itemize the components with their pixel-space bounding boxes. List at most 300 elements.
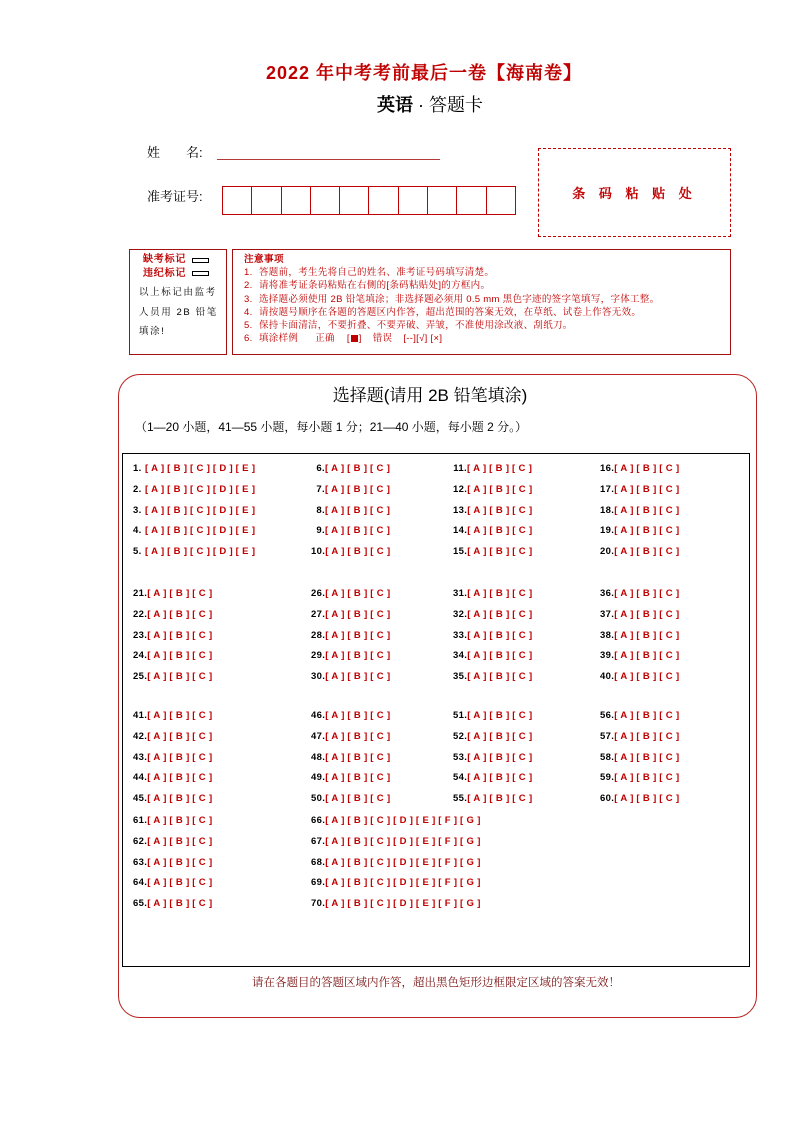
answer-option-b[interactable]: [ B ] bbox=[489, 751, 510, 763]
answer-option-c[interactable]: [ C ] bbox=[512, 710, 533, 721]
answer-option-a[interactable]: [ A ] bbox=[614, 730, 634, 742]
answer-option-b[interactable]: [ B ] bbox=[169, 730, 190, 742]
answer-option-b[interactable]: [ B ] bbox=[489, 504, 510, 516]
answer-option-b[interactable]: [ B ] bbox=[169, 629, 190, 641]
answer-option-a[interactable]: [ A ] bbox=[325, 898, 345, 909]
answer-option-a[interactable]: [ A ] bbox=[325, 877, 345, 889]
question-number: 42. bbox=[133, 730, 148, 742]
answer-option-a[interactable]: [ A ] bbox=[467, 483, 487, 495]
answer-option-b[interactable]: [ B ] bbox=[636, 650, 657, 662]
answer-option-d[interactable]: [ D ] bbox=[393, 835, 414, 847]
option-letter: A bbox=[153, 898, 161, 909]
answer-option-c[interactable]: [ C ] bbox=[370, 629, 391, 641]
option-letter: A bbox=[473, 483, 481, 495]
option-letter: B bbox=[642, 504, 651, 516]
answer-option-c[interactable]: [ C ] bbox=[659, 588, 680, 599]
answer-option-b[interactable]: [ B ] bbox=[489, 629, 510, 641]
answer-option-a[interactable]: [ A ] bbox=[325, 751, 345, 763]
id-digit-box[interactable] bbox=[457, 187, 486, 214]
answer-option-b[interactable]: [ B ] bbox=[167, 504, 188, 516]
notice-item bbox=[244, 279, 659, 292]
option-letter: B bbox=[642, 772, 651, 784]
answer-option-c[interactable]: [ C ] bbox=[659, 504, 680, 516]
answer-option-b[interactable]: [ B ] bbox=[347, 856, 368, 868]
answer-option-b[interactable]: [ B ] bbox=[347, 525, 368, 537]
question-item bbox=[600, 484, 682, 496]
answer-option-a[interactable]: [ A ] bbox=[614, 504, 634, 516]
option-letter: B bbox=[495, 483, 504, 495]
answer-option-b[interactable]: [ B ] bbox=[489, 483, 510, 495]
answer-option-c[interactable]: [ C ] bbox=[192, 856, 213, 868]
option-letter: C bbox=[196, 463, 204, 474]
answer-option-a[interactable]: [ A ] bbox=[147, 710, 167, 721]
violation-mark-box[interactable] bbox=[192, 271, 209, 276]
option-letter: A bbox=[331, 751, 339, 763]
answer-option-b[interactable]: [ B ] bbox=[169, 671, 190, 682]
answer-option-b[interactable]: [ B ] bbox=[167, 546, 188, 557]
answer-option-a[interactable]: [ A ] bbox=[325, 608, 345, 620]
answer-option-a[interactable]: [ A ] bbox=[145, 463, 165, 474]
answer-option-a[interactable]: [ A ] bbox=[467, 772, 487, 784]
answer-option-c[interactable]: [ C ] bbox=[512, 730, 533, 742]
answer-option-g[interactable]: [ G ] bbox=[460, 877, 481, 889]
question-number: 11. bbox=[453, 463, 467, 474]
answer-option-b[interactable]: [ B ] bbox=[167, 525, 188, 537]
answer-option-b[interactable]: [ B ] bbox=[347, 835, 368, 847]
option-letter: B bbox=[353, 730, 362, 742]
answer-option-c[interactable]: [ C ] bbox=[192, 793, 213, 804]
answer-option-d[interactable]: [ D ] bbox=[212, 525, 234, 537]
answer-option-c[interactable]: [ C ] bbox=[192, 730, 213, 742]
answer-option-a[interactable]: [ A ] bbox=[325, 588, 345, 599]
answer-option-a[interactable]: [ A ] bbox=[325, 629, 345, 641]
answer-option-c[interactable]: [ C ] bbox=[512, 588, 533, 599]
answer-option-b[interactable]: [ B ] bbox=[347, 772, 368, 784]
answer-option-c[interactable]: [ C ] bbox=[370, 608, 391, 620]
answer-option-b[interactable]: [ B ] bbox=[489, 608, 510, 620]
answer-option-b[interactable]: [ B ] bbox=[169, 793, 190, 804]
answer-option-c[interactable]: [ C ] bbox=[659, 751, 680, 763]
name-input-line[interactable] bbox=[217, 159, 440, 160]
answer-option-f[interactable]: [ F ] bbox=[438, 815, 458, 826]
option-letter: D bbox=[399, 835, 407, 847]
answer-option-a[interactable]: [ A ] bbox=[467, 671, 487, 682]
answer-option-b[interactable]: [ B ] bbox=[489, 546, 510, 557]
answer-option-b[interactable]: [ B ] bbox=[636, 504, 657, 516]
answer-option-a[interactable]: [ A ] bbox=[614, 463, 634, 474]
answer-option-b[interactable]: [ B ] bbox=[167, 463, 188, 474]
answer-option-c[interactable]: [ C ] bbox=[512, 793, 533, 804]
answer-option-a[interactable]: [ A ] bbox=[614, 751, 634, 763]
question-item bbox=[600, 630, 682, 642]
answer-option-b[interactable]: [ B ] bbox=[489, 525, 510, 537]
answer-option-a[interactable]: [ A ] bbox=[145, 525, 165, 537]
answer-option-c[interactable]: [ C ] bbox=[659, 483, 680, 495]
answer-option-c[interactable]: [ C ] bbox=[512, 546, 533, 557]
answer-option-b[interactable]: [ B ] bbox=[169, 898, 190, 909]
answer-option-c[interactable]: [ C ] bbox=[659, 463, 680, 474]
answer-option-c[interactable]: [ C ] bbox=[370, 588, 391, 599]
answer-option-c[interactable]: [ C ] bbox=[189, 483, 211, 495]
answer-option-a[interactable]: [ A ] bbox=[467, 525, 487, 537]
option-letter: A bbox=[153, 835, 161, 847]
option-letter: E bbox=[242, 504, 249, 516]
answer-option-b[interactable]: [ B ] bbox=[347, 898, 368, 909]
answer-option-b[interactable]: [ B ] bbox=[347, 710, 368, 721]
answer-option-e[interactable]: [ E ] bbox=[415, 835, 436, 847]
answer-option-c[interactable]: [ C ] bbox=[370, 815, 391, 826]
answer-option-d[interactable]: [ D ] bbox=[393, 898, 414, 909]
answer-option-c[interactable]: [ C ] bbox=[192, 835, 213, 847]
answer-option-c[interactable]: [ C ] bbox=[370, 793, 391, 804]
answer-option-c[interactable]: [ C ] bbox=[659, 650, 680, 662]
id-digit-box[interactable] bbox=[399, 187, 428, 214]
answer-option-a[interactable]: [ A ] bbox=[614, 483, 634, 495]
answer-option-c[interactable]: [ C ] bbox=[370, 898, 391, 909]
answer-option-b[interactable]: [ B ] bbox=[636, 483, 657, 495]
answer-option-c[interactable]: [ C ] bbox=[370, 710, 391, 721]
answer-option-c[interactable]: [ C ] bbox=[370, 835, 391, 847]
answer-option-b[interactable]: [ B ] bbox=[169, 835, 190, 847]
answer-option-a[interactable]: [ A ] bbox=[614, 650, 634, 662]
answer-option-c[interactable]: [ C ] bbox=[659, 608, 680, 620]
option-letter: A bbox=[151, 483, 159, 495]
answer-option-b[interactable]: [ B ] bbox=[347, 629, 368, 641]
answer-option-d[interactable]: [ D ] bbox=[212, 463, 234, 474]
question-item bbox=[133, 650, 215, 662]
answer-option-e[interactable]: [ E ] bbox=[415, 898, 436, 909]
answer-option-c[interactable]: [ C ] bbox=[659, 772, 680, 784]
question-item bbox=[600, 463, 682, 475]
answer-option-b[interactable]: [ B ] bbox=[347, 815, 368, 826]
question-item bbox=[133, 630, 215, 642]
answer-option-a[interactable]: [ A ] bbox=[467, 588, 487, 599]
question-number: 33. bbox=[453, 629, 468, 641]
answer-option-a[interactable]: [ A ] bbox=[325, 730, 345, 742]
answer-option-a[interactable]: [ A ] bbox=[467, 608, 487, 620]
answer-option-e[interactable]: [ E ] bbox=[415, 856, 436, 868]
answer-option-b[interactable]: [ B ] bbox=[169, 877, 190, 889]
answer-option-d[interactable]: [ D ] bbox=[393, 877, 414, 889]
answer-option-a[interactable]: [ A ] bbox=[145, 483, 165, 495]
answer-option-a[interactable]: [ A ] bbox=[147, 751, 167, 763]
answer-option-c[interactable]: [ C ] bbox=[369, 483, 391, 495]
answer-option-a[interactable]: [ A ] bbox=[147, 629, 167, 641]
answer-option-b[interactable]: [ B ] bbox=[636, 546, 657, 557]
answer-option-a[interactable]: [ A ] bbox=[614, 608, 634, 620]
id-digit-box[interactable] bbox=[252, 187, 281, 214]
answer-option-a[interactable]: [ A ] bbox=[145, 546, 165, 557]
answer-option-b[interactable]: [ B ] bbox=[347, 751, 368, 763]
notice-number: 6. bbox=[244, 333, 253, 345]
answer-option-b[interactable]: [ B ] bbox=[347, 608, 368, 620]
option-letter: A bbox=[153, 772, 161, 784]
answer-option-a[interactable]: [ A ] bbox=[325, 463, 345, 474]
answer-option-b[interactable]: [ B ] bbox=[636, 588, 657, 599]
answer-option-e[interactable]: [ E ] bbox=[235, 483, 256, 495]
answer-option-c[interactable]: [ C ] bbox=[370, 856, 391, 868]
answer-option-b[interactable]: [ B ] bbox=[636, 525, 657, 537]
question-number: 67. bbox=[311, 835, 326, 847]
answer-option-c[interactable]: [ C ] bbox=[512, 483, 533, 495]
answer-option-a[interactable]: [ A ] bbox=[614, 710, 634, 721]
answer-option-b[interactable]: [ B ] bbox=[347, 671, 368, 682]
answer-option-b[interactable]: [ B ] bbox=[489, 671, 510, 682]
answer-option-a[interactable]: [ A ] bbox=[147, 815, 167, 826]
answer-option-g[interactable]: [ G ] bbox=[460, 815, 481, 826]
answer-option-e[interactable]: [ E ] bbox=[235, 546, 256, 557]
option-letter: B bbox=[175, 793, 184, 804]
answer-option-c[interactable]: [ C ] bbox=[659, 671, 680, 682]
answer-option-c[interactable]: [ C ] bbox=[189, 463, 211, 474]
question-item bbox=[600, 772, 682, 784]
answer-option-a[interactable]: [ A ] bbox=[147, 650, 167, 662]
answer-option-a[interactable]: [ A ] bbox=[614, 793, 634, 804]
answer-option-c[interactable]: [ C ] bbox=[511, 463, 533, 474]
answer-option-a[interactable]: [ A ] bbox=[325, 650, 345, 662]
answer-option-e[interactable]: [ E ] bbox=[415, 877, 436, 889]
answer-option-b[interactable]: [ B ] bbox=[636, 710, 657, 721]
answer-option-a[interactable]: [ A ] bbox=[325, 815, 345, 826]
answer-option-c[interactable]: [ C ] bbox=[370, 751, 391, 763]
answer-option-c[interactable]: [ C ] bbox=[192, 877, 213, 889]
wrong-mark-cross: × bbox=[433, 333, 440, 345]
answer-option-a[interactable]: [ A ] bbox=[614, 525, 634, 537]
answer-option-c[interactable]: [ C ] bbox=[192, 650, 213, 662]
answer-option-c[interactable]: [ C ] bbox=[659, 629, 680, 641]
option-letter: B bbox=[353, 629, 362, 641]
answer-option-c[interactable]: [ C ] bbox=[512, 608, 533, 620]
answer-option-c[interactable]: [ C ] bbox=[192, 898, 213, 909]
question-item bbox=[311, 857, 483, 869]
answer-option-a[interactable]: [ A ] bbox=[614, 772, 634, 784]
answer-option-b[interactable]: [ B ] bbox=[169, 815, 190, 826]
answer-option-e[interactable]: [ E ] bbox=[235, 504, 256, 516]
answer-option-f[interactable]: [ F ] bbox=[438, 835, 458, 847]
answer-option-a[interactable]: [ A ] bbox=[147, 793, 167, 804]
answer-option-c[interactable]: [ C ] bbox=[512, 504, 533, 516]
answer-option-b[interactable]: [ B ] bbox=[636, 772, 657, 784]
answer-option-f[interactable]: [ F ] bbox=[438, 877, 458, 889]
id-digit-box[interactable] bbox=[223, 187, 252, 214]
answer-option-a[interactable]: [ A ] bbox=[467, 504, 487, 516]
answer-option-c[interactable]: [ C ] bbox=[370, 650, 391, 662]
answer-option-a[interactable]: [ A ] bbox=[614, 546, 634, 557]
id-digit-box[interactable] bbox=[311, 187, 340, 214]
answer-option-d[interactable]: [ D ] bbox=[212, 546, 234, 557]
answer-option-b[interactable]: [ B ] bbox=[636, 793, 657, 804]
answer-option-b[interactable]: [ B ] bbox=[636, 671, 657, 682]
answer-option-c[interactable]: [ C ] bbox=[192, 588, 213, 599]
question-item bbox=[453, 752, 535, 764]
answer-option-c[interactable]: [ C ] bbox=[512, 751, 533, 763]
answer-option-a[interactable]: [ A ] bbox=[325, 835, 345, 847]
answer-option-c[interactable]: [ C ] bbox=[189, 546, 211, 557]
answer-option-a[interactable]: [ A ] bbox=[467, 793, 487, 804]
answer-option-d[interactable]: [ D ] bbox=[212, 483, 234, 495]
answer-option-f[interactable]: [ F ] bbox=[438, 898, 458, 909]
answer-option-b[interactable]: [ B ] bbox=[169, 751, 190, 763]
answer-option-a[interactable]: [ A ] bbox=[325, 504, 345, 516]
answer-option-g[interactable]: [ G ] bbox=[460, 835, 481, 847]
option-letter: B bbox=[495, 588, 504, 599]
question-item bbox=[311, 484, 393, 496]
answer-option-b[interactable]: [ B ] bbox=[489, 650, 510, 662]
answer-option-a[interactable]: [ A ] bbox=[147, 608, 167, 620]
answer-option-a[interactable]: [ A ] bbox=[614, 671, 634, 682]
answer-option-a[interactable]: [ A ] bbox=[325, 793, 345, 804]
question-item bbox=[600, 546, 682, 558]
answer-option-d[interactable]: [ D ] bbox=[212, 504, 234, 516]
answer-option-b[interactable]: [ B ] bbox=[347, 588, 368, 599]
id-digit-box[interactable] bbox=[428, 187, 457, 214]
answer-option-d[interactable]: [ D ] bbox=[393, 815, 414, 826]
answer-option-c[interactable]: [ C ] bbox=[192, 671, 213, 682]
answer-option-b[interactable]: [ B ] bbox=[167, 483, 188, 495]
answer-option-a[interactable]: [ A ] bbox=[325, 671, 345, 682]
answer-option-b[interactable]: [ B ] bbox=[347, 730, 368, 742]
answer-option-c[interactable]: [ C ] bbox=[512, 629, 533, 641]
answer-option-b[interactable]: [ B ] bbox=[489, 588, 510, 599]
absent-mark-box[interactable] bbox=[192, 258, 209, 263]
answer-option-b[interactable]: [ B ] bbox=[169, 608, 190, 620]
answer-option-c[interactable]: [ C ] bbox=[659, 793, 680, 804]
answer-option-b[interactable]: [ B ] bbox=[347, 877, 368, 889]
answer-option-c[interactable]: [ C ] bbox=[370, 730, 391, 742]
option-letter: E bbox=[422, 815, 430, 826]
option-letter: C bbox=[665, 608, 673, 620]
answer-option-c[interactable]: [ C ] bbox=[189, 525, 211, 537]
answer-option-a[interactable]: [ A ] bbox=[325, 483, 345, 495]
marks-instruction-line: 以上标记由监考 bbox=[139, 287, 217, 298]
answer-option-a[interactable]: [ A ] bbox=[467, 463, 487, 474]
answer-option-b[interactable]: [ B ] bbox=[489, 710, 510, 721]
option-letter: B bbox=[642, 710, 651, 721]
answer-option-a[interactable]: [ A ] bbox=[147, 772, 167, 784]
answer-option-a[interactable]: [ A ] bbox=[467, 629, 487, 641]
question-number: 68. bbox=[311, 856, 326, 868]
answer-option-b[interactable]: [ B ] bbox=[489, 793, 510, 804]
answer-option-b[interactable]: [ B ] bbox=[347, 483, 368, 495]
answer-option-c[interactable]: [ C ] bbox=[192, 608, 213, 620]
answer-option-a[interactable]: [ A ] bbox=[147, 588, 167, 599]
answer-option-b[interactable]: [ B ] bbox=[636, 751, 657, 763]
answer-option-a[interactable]: [ A ] bbox=[467, 650, 487, 662]
answer-option-a[interactable]: [ A ] bbox=[325, 856, 345, 868]
answer-option-c[interactable]: [ C ] bbox=[192, 710, 213, 721]
answer-option-a[interactable]: [ A ] bbox=[147, 898, 167, 909]
answer-option-e[interactable]: [ E ] bbox=[415, 815, 436, 826]
answer-option-a[interactable]: [ A ] bbox=[614, 588, 634, 599]
answer-option-d[interactable]: [ D ] bbox=[393, 856, 414, 868]
option-letter: C bbox=[665, 629, 673, 641]
answer-option-b[interactable]: [ B ] bbox=[169, 856, 190, 868]
answer-option-b[interactable]: [ B ] bbox=[347, 546, 368, 557]
answer-option-a[interactable]: [ A ] bbox=[467, 730, 487, 742]
answer-option-b[interactable]: [ B ] bbox=[489, 772, 510, 784]
answer-option-c[interactable]: [ C ] bbox=[659, 710, 680, 721]
id-digit-box[interactable] bbox=[369, 187, 398, 214]
answer-option-b[interactable]: [ B ] bbox=[347, 793, 368, 804]
answer-option-c[interactable]: [ C ] bbox=[369, 463, 391, 474]
answer-option-c[interactable]: [ C ] bbox=[189, 504, 211, 516]
question-number: 34. bbox=[453, 650, 468, 662]
answer-option-c[interactable]: [ C ] bbox=[659, 546, 680, 557]
answer-option-b[interactable]: [ B ] bbox=[169, 650, 190, 662]
answer-option-c[interactable]: [ C ] bbox=[370, 546, 391, 557]
answer-option-b[interactable]: [ B ] bbox=[636, 463, 657, 474]
answer-option-a[interactable]: [ A ] bbox=[147, 856, 167, 868]
answer-option-a[interactable]: [ A ] bbox=[325, 710, 345, 721]
answer-option-a[interactable]: [ A ] bbox=[467, 546, 487, 557]
answer-option-c[interactable]: [ C ] bbox=[370, 772, 391, 784]
option-letter: C bbox=[518, 793, 526, 804]
answer-option-b[interactable]: [ B ] bbox=[347, 463, 368, 474]
answer-option-c[interactable]: [ C ] bbox=[369, 525, 391, 537]
answer-option-b[interactable]: [ B ] bbox=[347, 504, 368, 516]
answer-option-c[interactable]: [ C ] bbox=[192, 751, 213, 763]
answer-option-a[interactable]: [ A ] bbox=[467, 710, 487, 721]
answer-option-c[interactable]: [ C ] bbox=[512, 671, 533, 682]
answer-option-g[interactable]: [ G ] bbox=[460, 856, 481, 868]
answer-option-c[interactable]: [ C ] bbox=[192, 629, 213, 641]
option-letter: B bbox=[353, 463, 361, 474]
answer-option-c[interactable]: [ C ] bbox=[659, 525, 680, 537]
answer-option-b[interactable]: [ B ] bbox=[169, 710, 190, 721]
answer-option-b[interactable]: [ B ] bbox=[169, 588, 190, 599]
answer-option-c[interactable]: [ C ] bbox=[512, 650, 533, 662]
answer-option-c[interactable]: [ C ] bbox=[370, 671, 391, 682]
id-digit-box[interactable] bbox=[340, 187, 369, 214]
answer-option-c[interactable]: [ C ] bbox=[369, 504, 391, 516]
answer-option-a[interactable]: [ A ] bbox=[147, 671, 167, 682]
answer-option-a[interactable]: [ A ] bbox=[147, 730, 167, 742]
id-digit-box[interactable] bbox=[487, 187, 515, 214]
answer-option-c[interactable]: [ C ] bbox=[659, 730, 680, 742]
option-letter: C bbox=[518, 751, 526, 763]
answer-option-c[interactable]: [ C ] bbox=[512, 525, 533, 537]
question-number: 15. bbox=[453, 546, 468, 557]
option-letter: B bbox=[173, 525, 181, 537]
answer-option-c[interactable]: [ C ] bbox=[370, 877, 391, 889]
answer-option-b[interactable]: [ B ] bbox=[489, 463, 510, 474]
answer-option-c[interactable]: [ C ] bbox=[512, 772, 533, 784]
id-digit-box[interactable] bbox=[282, 187, 311, 214]
answer-option-a[interactable]: [ A ] bbox=[325, 772, 345, 784]
answer-option-f[interactable]: [ F ] bbox=[438, 856, 458, 868]
answer-option-c[interactable]: [ C ] bbox=[192, 772, 213, 784]
question-item bbox=[311, 630, 393, 642]
answer-option-a[interactable]: [ A ] bbox=[147, 877, 167, 889]
answer-option-b[interactable]: [ B ] bbox=[636, 608, 657, 620]
answer-option-a[interactable]: [ A ] bbox=[325, 525, 345, 537]
question-number: 18. bbox=[600, 504, 615, 516]
answer-option-b[interactable]: [ B ] bbox=[169, 772, 190, 784]
answer-option-a[interactable]: [ A ] bbox=[467, 751, 487, 763]
answer-option-g[interactable]: [ G ] bbox=[460, 898, 481, 909]
answer-option-a[interactable]: [ A ] bbox=[145, 504, 165, 516]
answer-option-a[interactable]: [ A ] bbox=[147, 835, 167, 847]
answer-option-e[interactable]: [ E ] bbox=[235, 525, 256, 537]
answer-option-b[interactable]: [ B ] bbox=[636, 730, 657, 742]
answer-option-b[interactable]: [ B ] bbox=[347, 650, 368, 662]
answer-option-b[interactable]: [ B ] bbox=[489, 730, 510, 742]
answer-option-a[interactable]: [ A ] bbox=[614, 629, 634, 641]
answer-option-c[interactable]: [ C ] bbox=[192, 815, 213, 826]
answer-option-e[interactable]: [ E ] bbox=[235, 463, 256, 474]
answer-option-a[interactable]: [ A ] bbox=[325, 546, 345, 557]
answer-option-b[interactable]: [ B ] bbox=[636, 629, 657, 641]
